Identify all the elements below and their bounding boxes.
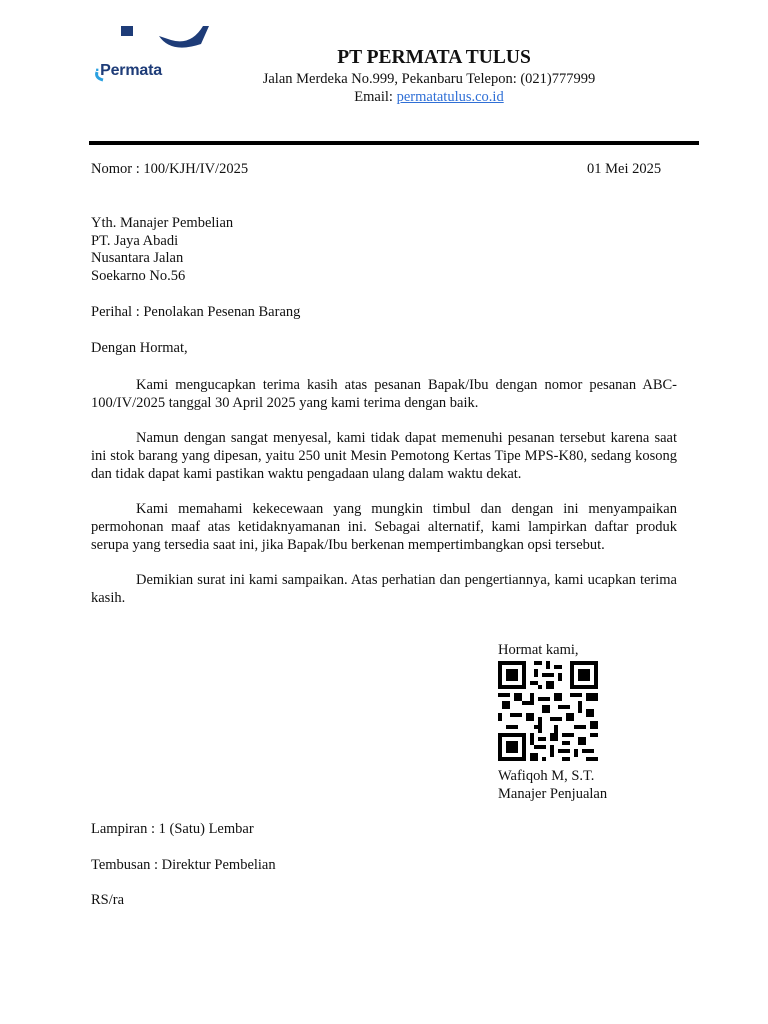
body-paragraph-1: Kami mengucapkan terima kasih atas pesanan Bapak/Ibu dengan nomor pesanan ABC-100/IV/2025 tanggal 30 April 2025 yang kami terima dengan baik. [91, 377, 677, 411]
company-address: Jalan Merdeka No.999, Pekanbaru Telepon: (021)777999 [262, 71, 596, 87]
attachment-note: Lampiran : 1 (Satu) Lembar [91, 821, 254, 837]
salutation: Dengan Hormat, [91, 340, 188, 356]
closing-greeting: Hormat kami, [498, 642, 579, 658]
letter-date: 01 Mei 2025 [587, 161, 662, 177]
body-paragraph-2: Namun dengan sangat menyesal, kami tidak dapat memenuhi pesanan tersebut karena saat ini stok barang yang dipesan, yaitu 250 unit Mesin Pemotong Kertas Tipe MPS-K80, sedang kosong dan tidak dapat kami pastikan waktu pengadaan ulang dalam waktu dekat. [91, 430, 677, 482]
company-email-line [0, 89, 768, 106]
recipient-line-1: Yth. Manajer Pembelian [91, 215, 234, 231]
logo-wordmark: ·Permata [95, 62, 162, 79]
email-link[interactable]: permatatulus.co.id [396, 89, 504, 105]
body-paragraph-3: Kami memahami kekecewaan yang mungkin timbul dan dengan ini menyampaikan permohonan maaf atas ketidaknyamanan ini. Sebagai alternatif, kami lampirkan daftar produk serupa yang tersedia saat ini, jika Bapak/Ibu berkenan mempertimbangkan opsi tersebut. [91, 501, 677, 553]
subject: Perihal : Penolakan Pesenan Barang [91, 304, 301, 320]
company-name: PT PERMATA TULUS [337, 47, 531, 68]
cc-note: Tembusan : Direktur Pembelian [91, 857, 276, 873]
recipient-line-2: PT. Jaya Abadi [91, 233, 179, 249]
recipient-line-4: Soekarno No.56 [91, 268, 186, 284]
body-paragraph-4: Demikian surat ini kami sampaikan. Atas perhatian dan pengertiannya, kami ucapkan terima kasih. [91, 572, 677, 606]
qr-code-signature [498, 661, 598, 761]
header-divider [89, 141, 699, 145]
signer-title: Manajer Penjualan [498, 786, 608, 802]
recipient-line-3: Nusantara Jalan [91, 250, 184, 266]
initials: RS/ra [91, 892, 125, 908]
email-label: Email: [354, 89, 393, 105]
signer-name: Wafiqoh M, S.T. [498, 768, 595, 784]
letter-number: Nomor : 100/KJH/IV/2025 [91, 161, 249, 177]
